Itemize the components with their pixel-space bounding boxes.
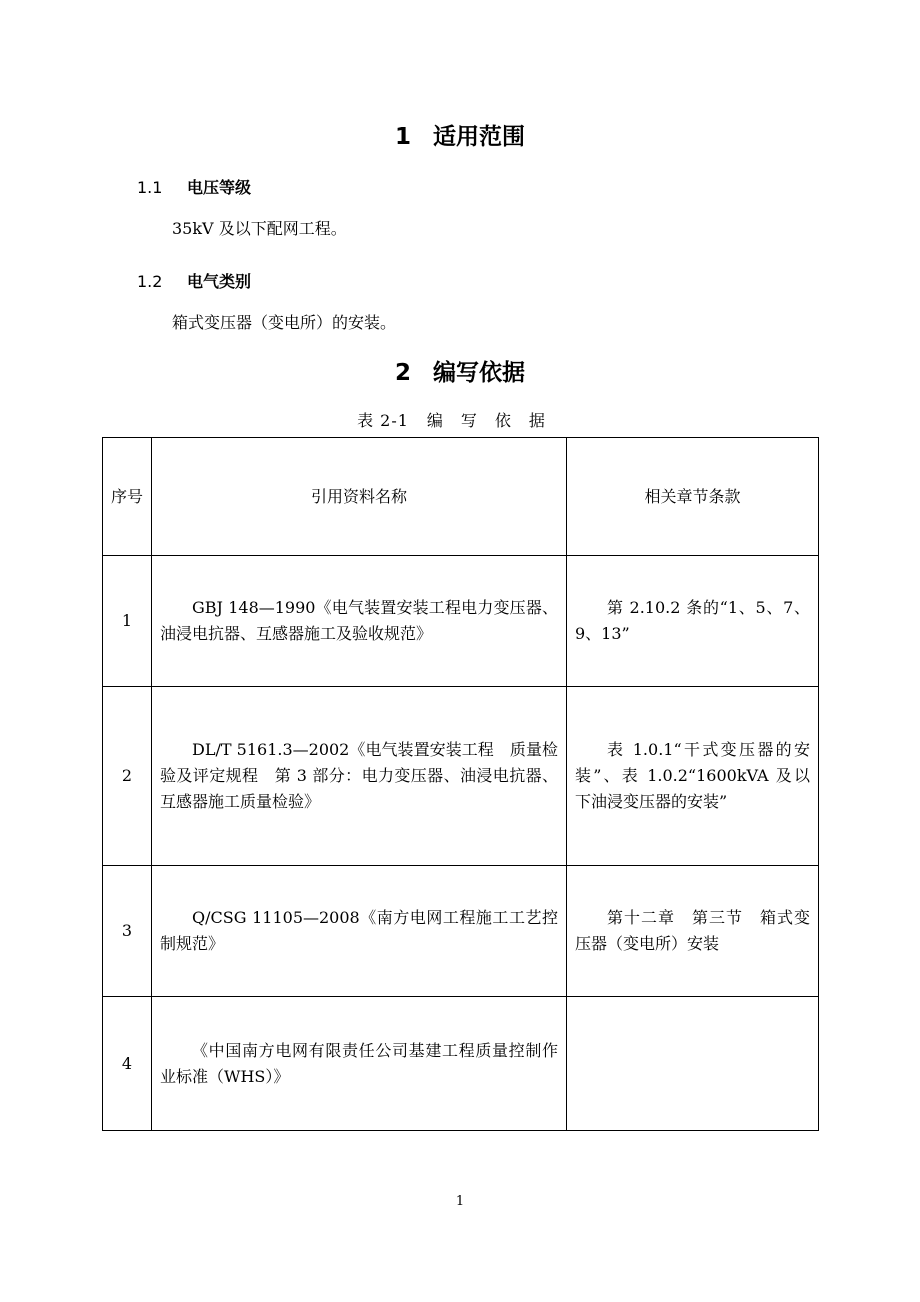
- row-name: Q/CSG 11105—2008《南方电网工程施工工艺控制规范》: [152, 866, 567, 997]
- row-clause: 第 2.10.2 条的“1、5、7、9、13”: [567, 556, 819, 687]
- row-seq: 3: [103, 866, 152, 997]
- table-row: [103, 556, 819, 687]
- subsection-1-1-heading: [137, 177, 251, 199]
- row-clause: [567, 997, 819, 1131]
- table-row: [103, 997, 819, 1131]
- table-caption-title: 编写依据: [426, 411, 563, 430]
- row-seq: 1: [103, 556, 152, 687]
- section-1-heading: [0, 122, 920, 152]
- row-seq: 2: [103, 687, 152, 866]
- table-caption-number: 表 2-1: [357, 411, 409, 430]
- header-name: 引用资料名称: [152, 438, 567, 556]
- table-row: [103, 866, 819, 997]
- section-2-heading: [0, 358, 920, 388]
- section-1-title: 适用范围: [433, 124, 525, 150]
- row-name: DL/T 5161.3—2002《电气装置安装工程 质量检验及评定规程 第 3 部分：电力变压器、油浸电抗器、互感器施工质量检验》: [152, 687, 567, 866]
- section-1-number: 1: [394, 124, 411, 150]
- page-number: 1: [455, 1194, 465, 1209]
- subsection-1-2-title: 电气类别: [187, 272, 252, 291]
- subsection-1-2-number: 1.2: [137, 272, 163, 291]
- subsection-1-2-heading: [137, 271, 251, 293]
- table-row: [103, 687, 819, 866]
- header-seq: 序号: [103, 438, 152, 556]
- row-clause: 表 1.0.1“干式变压器的安装”、表 1.0.2“1600kVA 及以下油浸变压器的安装”: [567, 687, 819, 866]
- subsection-1-1-text: 35kV 及以下配网工程。: [172, 219, 347, 238]
- subsection-1-1-number: 1.1: [137, 178, 163, 197]
- header-clause: 相关章节条款: [567, 438, 819, 556]
- row-seq: 4: [103, 997, 152, 1131]
- subsection-1-2-text: 箱式变压器（变电所）的安装。: [172, 313, 397, 332]
- row-name: 《中国南方电网有限责任公司基建工程质量控制作业标准（WHS）》: [152, 997, 567, 1131]
- table-caption: [0, 410, 920, 432]
- section-2-title: 编写依据: [433, 360, 525, 386]
- section-2-number: 2: [394, 360, 411, 386]
- basis-table: [102, 437, 819, 1131]
- subsection-1-1-title: 电压等级: [187, 178, 252, 197]
- row-clause: 第十二章 第三节 箱式变压器（变电所）安装: [567, 866, 819, 997]
- table-header-row: [103, 438, 819, 556]
- row-name: GBJ 148—1990《电气装置安装工程电力变压器、油浸电抗器、互感器施工及验收规范》: [152, 556, 567, 687]
